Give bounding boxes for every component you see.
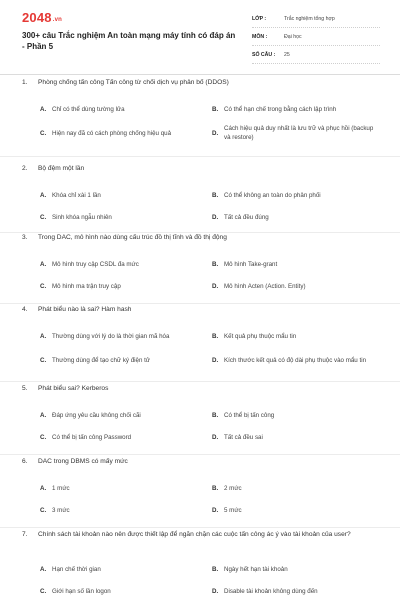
option-letter: C. [40, 506, 47, 514]
option-text: Có thể bị tấn công [224, 411, 275, 419]
question-label: Phát biểu sai? Kerberos [38, 385, 109, 392]
option-text: Có thể không an toàn do phân phối [224, 191, 321, 199]
question-number: 3. [22, 234, 28, 241]
question-item [22, 164, 382, 221]
answer-option[interactable] [40, 255, 210, 273]
question-label: Phát biểu nào là sai? Hàm hash [38, 306, 132, 313]
option-letter: C. [40, 587, 47, 595]
answer-option[interactable] [212, 351, 382, 369]
answer-option[interactable] [40, 124, 210, 142]
meta-row-subject [252, 32, 380, 46]
logo-tld: .vn [52, 17, 63, 23]
question-text [22, 384, 382, 394]
logo-text: 2048 [22, 10, 52, 25]
meta-label: SỐ CÂU : [252, 52, 276, 58]
question-label: Phòng chống tấn công Tấn công từ chối dịch vụ phân bố (DDOS) [38, 79, 229, 86]
option-letter: D. [212, 433, 219, 441]
option-letter: A. [40, 191, 47, 199]
meta-value: 25 [284, 52, 290, 58]
option-letter: C. [40, 356, 47, 364]
option-text: Mô hình Acten (Action. Entity) [224, 282, 306, 290]
answer-option[interactable] [40, 582, 210, 600]
question-text [22, 457, 382, 467]
option-text: Thường dùng với lý do là thời gian mã hóa [52, 332, 170, 340]
answer-option[interactable] [40, 327, 210, 345]
answer-option[interactable] [212, 277, 382, 295]
answer-option[interactable] [212, 406, 382, 424]
option-letter: D. [212, 129, 219, 137]
option-letter: A. [40, 565, 47, 573]
option-text: Hiện nay đã có cách phòng chống hiệu quả [52, 129, 172, 137]
page-title: 300+ câu Trắc nghiệm An toàn mạng máy tính có đáp án - Phần 5 [22, 31, 236, 51]
option-letter: A. [40, 484, 47, 492]
question-item [22, 384, 382, 441]
question-label: DAC trong DBMS có mấy mức [38, 458, 128, 465]
answer-option[interactable] [212, 208, 382, 226]
option-text: Mô hình ma trận truy cập [52, 282, 121, 290]
question-divider [0, 381, 400, 382]
answer-option[interactable] [212, 255, 382, 273]
option-text: Khóa chỉ xài 1 lần [52, 191, 101, 199]
question-text [22, 78, 382, 88]
option-letter: B. [212, 565, 219, 573]
option-text: 2 mức [224, 484, 242, 492]
option-letter: B. [212, 332, 219, 340]
option-letter: A. [40, 105, 47, 113]
option-letter: B. [212, 411, 219, 419]
question-divider [0, 156, 400, 157]
option-letter: B. [212, 105, 219, 113]
answer-option[interactable] [212, 100, 382, 118]
question-item [22, 457, 382, 514]
question-number: 7. [22, 531, 28, 538]
option-text: Thường dùng để tạo chữ ký điện tử [52, 356, 151, 364]
answer-option[interactable] [212, 501, 382, 519]
option-text: Có thể hạn chế trong bằng cách lập trình [224, 105, 337, 113]
option-letter: D. [212, 282, 219, 290]
option-letter: A. [40, 411, 47, 419]
question-item [22, 305, 382, 364]
option-letter: D. [212, 587, 219, 595]
answer-option[interactable] [40, 208, 210, 226]
answer-option[interactable] [40, 406, 210, 424]
question-text [22, 305, 382, 315]
option-text: 3 mức [52, 506, 70, 514]
question-label: Bộ đệm một lần [38, 165, 85, 172]
question-number: 5. [22, 385, 28, 392]
meta-row-class [252, 14, 380, 28]
question-divider [0, 527, 400, 528]
meta-row-count [252, 50, 380, 64]
question-label: Trong DAC, mô hình nào dùng cấu trúc đồ thị tĩnh và đồ thị động [38, 234, 227, 241]
question-item [22, 530, 382, 595]
question-number: 4. [22, 306, 28, 313]
option-letter: D. [212, 356, 219, 364]
option-text: Tất cả đều sai [224, 433, 263, 441]
option-text: 5 mức [224, 506, 242, 514]
option-letter: D. [212, 506, 219, 514]
option-text: Sinh khóa ngẫu nhiên [52, 213, 112, 221]
option-letter: C. [40, 129, 47, 137]
question-text [22, 530, 382, 540]
option-letter: C. [40, 433, 47, 441]
page-header [0, 0, 400, 76]
answer-option[interactable] [40, 560, 210, 578]
answer-option[interactable] [212, 479, 382, 497]
answer-option[interactable] [212, 327, 382, 345]
answer-option[interactable] [40, 186, 210, 204]
question-divider [0, 303, 400, 304]
option-letter: A. [40, 332, 47, 340]
option-letter: A. [40, 260, 47, 268]
answer-option[interactable] [40, 100, 210, 118]
option-text: Đáp ứng yêu cầu không chối cãi [52, 411, 141, 419]
option-text: Kích thước kết quả có độ dài phụ thuộc vào mẩu tin [224, 356, 367, 364]
question-text [22, 164, 382, 174]
answer-option[interactable] [40, 479, 210, 497]
meta-label: LỚP : [252, 16, 267, 22]
answer-option[interactable] [212, 124, 382, 142]
option-text: Có thể bị tấn công Password [52, 433, 132, 441]
answer-option[interactable] [40, 428, 210, 446]
answer-option[interactable] [40, 351, 210, 369]
option-text: Giới hạn số lần logon [52, 587, 111, 595]
question-number: 1. [22, 79, 28, 86]
question-label: Chính sách tài khoản nào nên được thiết lập để ngăn chặn các cuộc tấn công ác ý vào tài khoản của user? [38, 531, 351, 538]
meta-value: Trắc nghiệm tổng hợp [284, 16, 335, 22]
meta-label: MÔN : [252, 34, 268, 40]
header-divider [0, 74, 400, 75]
option-letter: B. [212, 260, 219, 268]
question-text [22, 233, 382, 243]
option-text: Ngày hết hạn tài khoản [224, 565, 288, 573]
question-item [22, 78, 382, 141]
option-letter: B. [212, 191, 219, 199]
question-item [22, 233, 382, 290]
option-letter: D. [212, 213, 219, 221]
answer-option[interactable] [212, 186, 382, 204]
answer-option[interactable] [40, 501, 210, 519]
answer-option[interactable] [40, 277, 210, 295]
option-text: Tất cả đều đúng [224, 213, 269, 221]
option-letter: C. [40, 213, 47, 221]
option-text: Disable tài khoản không dùng đến [224, 587, 318, 595]
answer-option[interactable] [212, 582, 382, 600]
option-letter: C. [40, 282, 47, 290]
meta-value: Đại học [284, 34, 302, 40]
site-logo[interactable] [22, 10, 62, 25]
option-text: Kết quả phụ thuộc mẩu tin [224, 332, 297, 340]
question-number: 2. [22, 165, 28, 172]
answer-option[interactable] [212, 560, 382, 578]
option-letter: B. [212, 484, 219, 492]
option-text: 1 mức [52, 484, 70, 492]
option-text: Mô hình truy cập CSDL đa mức [52, 260, 139, 268]
option-text: Mô hình Take-grant [224, 260, 278, 268]
option-text: Chỉ có thể dùng tường lửa [52, 105, 125, 113]
quiz-meta [252, 14, 380, 68]
answer-option[interactable] [212, 428, 382, 446]
option-text: Hạn chế thời gian [52, 565, 101, 573]
question-divider [0, 454, 400, 455]
option-text: Cách hiệu quả duy nhất là lưu trữ và phục hồi (backup và restore) [224, 125, 374, 141]
question-number: 6. [22, 458, 28, 465]
